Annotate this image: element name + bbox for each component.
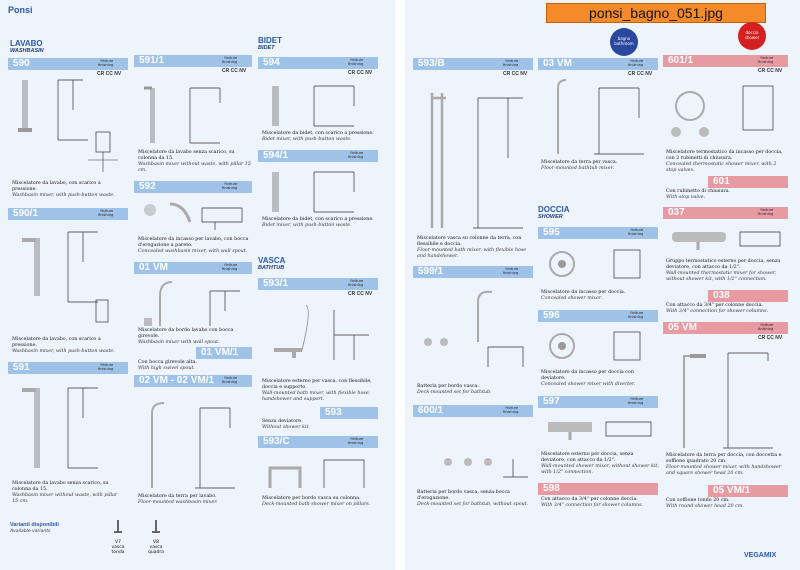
- desc-05vm1: Con soffione tondo 20 cm. With round shower head 20 cm.: [666, 498, 744, 509]
- bar-595: 595: [538, 227, 658, 239]
- section-lavabo: LAVABO WASHBASIN: [10, 39, 44, 54]
- file-label: ponsi_bagno_051.jpg: [546, 3, 766, 23]
- bar-593: 593: [320, 407, 378, 419]
- bar-037: 037: [663, 207, 788, 219]
- tap-594-1-image: [264, 166, 374, 216]
- badge-bagno: bagno bathroom: [610, 28, 638, 56]
- desc-594: Miscelatore da bidet, con scarico a pressione. Bidet mixer, with push-button waste.: [262, 131, 374, 142]
- badge-doccia: doccia shower: [738, 22, 766, 50]
- tap-593-b-image: [418, 78, 533, 233]
- bar-01vm: 01 VM: [134, 262, 252, 274]
- bar-05vm1: 05 VM/1: [708, 485, 788, 497]
- tap-601-1-image: [668, 76, 786, 142]
- desc-02vm: Miscelatore da terra per lavabo. Floor-mounted washbasin mixer.: [138, 494, 218, 505]
- desc-038: Con attacco da 3/4" per colonne doccia. With 3/4" connection for shower columns.: [666, 303, 769, 314]
- desc-591-1: Miscelatore da lavabo senza scarico, su colonna da 15. Washbasin mixer without waste, with pillar 15 cm.: [138, 150, 251, 173]
- desc-01vm1: Con bocca girevole alta. With high swivel spout.: [138, 360, 197, 371]
- bar-593-b: 593/B: [413, 58, 533, 70]
- desc-601-1: Miscelatore termostatico da incasso per doccia, con 2 rubinetti di chiusura. Concealed thermostatic shower mixer, with 2 stop valves.: [666, 150, 783, 173]
- desc-05vm: Miscelatore da terra per doccia, con doccetta e soffione quadrato 20 cm. Floor-mounted shower mixer, with handshower and square shower head 20 cm.: [666, 453, 782, 476]
- bar-590: 590: [8, 58, 128, 70]
- tap-05vm-image: [668, 340, 786, 450]
- bar-601-1: 601/1: [663, 55, 788, 67]
- tap-600-1-image: [418, 422, 533, 482]
- desc-599-1: Batteria per bordo vasca. Deck-mounted set for bathtub.: [417, 384, 492, 395]
- tap-595-image: [544, 244, 659, 284]
- variant-v7: V7 vasca tonda: [111, 540, 125, 555]
- tap-591-image: [18, 378, 123, 478]
- variant-v8-icon: [150, 520, 162, 538]
- desc-594-1: Miscelatore da bidet, con scarico a pressione. Bidet mixer, with push-button waste.: [262, 217, 374, 228]
- tap-590-1-image: [18, 222, 123, 332]
- desc-593-b: Miscelatore vasca su colonne da terra, con flessibile e doccia. Floor-mounted bath mixer, with flexible hose and handshower.: [417, 236, 527, 259]
- tap-01vm-image: [140, 278, 250, 328]
- bar-02vm: 02 VM - 02 VM/1: [134, 375, 252, 387]
- section-doccia: DOCCIA SHOWER: [538, 205, 570, 220]
- tap-590-image: [18, 70, 123, 180]
- brand-left: Ponsi: [8, 5, 33, 15]
- tap-592-image: [140, 196, 250, 236]
- desc-037: Gruppo termostatico esterno per doccia, senza deviatore, con attacco da 1/2". Wall-mounted thermostatic mixer for shower, without shower kit, with 1/2" connection.: [666, 259, 781, 282]
- bar-600-1: 600/1: [413, 405, 533, 417]
- bar-03vm: 03 VM: [538, 58, 658, 70]
- variants-title: Varianti disponibili: [10, 522, 59, 528]
- bar-599-1: 599/1: [413, 266, 533, 278]
- bar-594: 594: [258, 57, 378, 69]
- bar-601: 601: [708, 176, 788, 188]
- bar-593-1: 593/1: [258, 278, 378, 290]
- desc-600-1: Batteria per bordo vasca, senza bocca d'erogazione. Deck-mounted set for bathtub, without spout.: [417, 490, 529, 507]
- desc-03vm: Miscelatore da terra per vasca. Floor-mounted bathtub mixer.: [541, 160, 618, 171]
- section-vasca: VASCA BATHTUB: [258, 256, 286, 271]
- bar-598: 598: [538, 483, 658, 495]
- desc-593: Senza deviatore. Without shower kit.: [262, 419, 310, 430]
- desc-01vm: Miscelatore da bordo lavabo con bocca girevole. Washbasin mixer with wall spout.: [138, 328, 234, 345]
- tap-594-image: [264, 80, 374, 130]
- tap-02vm-image: [140, 390, 250, 490]
- bar-597: 597: [538, 396, 658, 408]
- tap-593-1-image: [264, 300, 374, 375]
- bar-591-1: 591/1: [134, 55, 252, 67]
- bar-590-1: 590/1: [8, 208, 128, 220]
- desc-593-c: Miscelatore per bordo vasca su colonna. Deck-mounted bath shower mixer on pillars.: [262, 496, 371, 507]
- desc-598: Con attacco da 3/4" per colonne doccia. With 3/4" connection for shower columns.: [541, 497, 644, 508]
- tap-037-image: [668, 224, 786, 254]
- variants-subtitle: Available variants: [10, 529, 51, 534]
- desc-597: Miscelatore esterno per doccia, senza deviatore, con attacco da 1/2". Wall-mounted shower mixer, without shower kit, with 1/2" connection.: [541, 452, 659, 475]
- bar-596: 596: [538, 310, 658, 322]
- variant-v8: V8 vasca quadra: [148, 540, 164, 555]
- desc-590-1: Miscelatore da lavabo, con scarico a pressione. Washbasin mixer, with push-button waste.: [12, 337, 115, 354]
- bar-593-c: 593/C: [258, 436, 378, 448]
- finish-codes: CR CC NV: [97, 71, 122, 77]
- variant-v7-icon: [112, 520, 124, 538]
- desc-591: Miscelatore da lavabo senza scarico, su colonna da 15. Washbasin mixer without waste, with pillar 15 cm.: [12, 481, 118, 504]
- desc-596: Miscelatore da incasso per doccia con deviatore. Concealed shower mixer with diverter.: [541, 370, 636, 387]
- tap-03vm-image: [544, 78, 659, 156]
- bar-591: 591: [8, 362, 128, 374]
- tap-597-image: [544, 412, 659, 448]
- desc-590: Miscelatore da lavabo, con scarico a pressione. Washbasin mixer, with push-button waste.: [12, 181, 115, 198]
- bar-592: 592: [134, 181, 252, 193]
- desc-593-1: Miscelatore esterno per vasca, con flessibile, doccia e supporto. Wall-mounted bath mixer, with flexible hose, handshower and support.: [262, 379, 372, 402]
- tap-599-1-image: [418, 282, 533, 372]
- bar-038: 038: [708, 290, 788, 302]
- tap-593-c-image: [264, 452, 374, 494]
- section-bidet: BIDET BIDET: [258, 36, 282, 51]
- bar-05vm: 05 VM: [663, 322, 788, 334]
- desc-592: Miscelatore da incasso per lavabo, con bocca d'erogazione a parete. Concealed washbasin mixer, with wall spout.: [138, 237, 249, 254]
- brand-right: VEGAMIX: [744, 552, 777, 559]
- bar-01vm1: 01 VM/1: [196, 347, 252, 359]
- desc-595: Miscelatore da incasso per doccia. Concealed shower mixer.: [541, 290, 626, 301]
- bar-594-1: 594/1: [258, 150, 378, 162]
- tap-596-image: [544, 326, 659, 366]
- desc-601: Con rubinetto di chiusura. With stop valve.: [666, 189, 731, 200]
- tap-591-1-image: [140, 78, 250, 148]
